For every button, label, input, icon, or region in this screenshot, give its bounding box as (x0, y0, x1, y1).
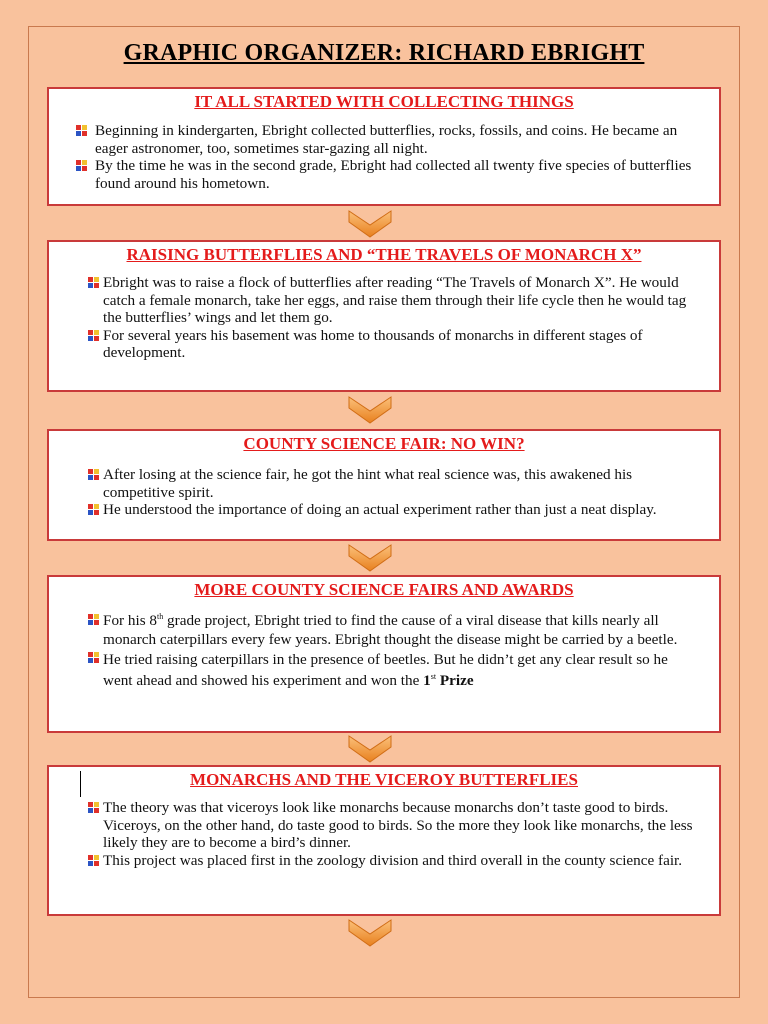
chevron-down-arrow-icon (347, 543, 393, 573)
list-item: By the time he was in the second grade, Ebright had collected all twenty five species of butterflies found around his hometown. (49, 157, 701, 192)
text-cursor (80, 771, 81, 797)
list-item: This project was placed first in the zoology division and third overall in the county science fair. (61, 852, 701, 870)
flag-bullet-icon (88, 652, 99, 663)
flag-bullet-icon (88, 802, 99, 813)
list-item: Ebright was to raise a flock of butterflies after reading “The Travels of Monarch X”. He would catch a female monarch, take her eggs, and raise them through their life cycle then he would tag the butterflies’ wings and let them go. (61, 274, 701, 327)
list-item: After losing at the science fair, he got the hint what real science was, this awakened his competitive spirit. (61, 466, 701, 501)
section-raising-butterflies (47, 240, 721, 392)
section-heading: MONARCHS AND THE VICEROY BUTTERFLIES (190, 770, 578, 789)
bullet-list (49, 611, 719, 691)
chevron-down-arrow-icon (347, 734, 393, 764)
flag-bullet-icon (88, 330, 99, 341)
flag-bullet-icon (76, 125, 87, 136)
section-more-fairs-awards (47, 575, 721, 733)
bullet-list (49, 274, 719, 362)
list-item: For his 8th grade project, Ebright tried to find the cause of a viral disease that kills nearly all monarch caterpillars every few years. Ebright thought the disease might be carried by a beetle. (61, 611, 701, 649)
bullet-list (49, 466, 719, 519)
list-item: The theory was that viceroys look like monarchs because monarchs don’t taste good to birds. Viceroys, on the other hand, do taste good to birds. So the more they look like monarchs, the less likely they are to become a bird’s dinner. (61, 799, 701, 852)
section-heading: MORE COUNTY SCIENCE FAIRS AND AWARDS (194, 580, 574, 599)
chevron-down-arrow-icon (347, 395, 393, 425)
flag-bullet-icon (88, 469, 99, 480)
section-heading: COUNTY SCIENCE FAIR: NO WIN? (243, 434, 525, 453)
list-item: For several years his basement was home to thousands of monarchs in different stages of development. (61, 327, 701, 362)
list-item: He understood the importance of doing an actual experiment rather than just a neat display. (61, 501, 701, 519)
flag-bullet-icon (88, 855, 99, 866)
bullet-list (49, 122, 719, 192)
section-monarchs-viceroy (47, 765, 721, 916)
section-heading: IT ALL STARTED WITH COLLECTING THINGS (194, 92, 574, 111)
section-county-fair-no-win (47, 429, 721, 541)
page-title: GRAPHIC ORGANIZER: RICHARD EBRIGHT (123, 40, 645, 66)
chevron-down-arrow-icon (347, 209, 393, 239)
flag-bullet-icon (88, 614, 99, 625)
list-item: He tried raising caterpillars in the presence of beetles. But he didn’t get any clear result so he went ahead and showed his experiment and won the 1st Prize (61, 649, 701, 691)
flag-bullet-icon (76, 160, 87, 171)
section-collecting (47, 87, 721, 206)
section-heading: RAISING BUTTERFLIES AND “THE TRAVELS OF MONARCH X” (126, 245, 642, 264)
chevron-down-arrow-icon (347, 918, 393, 948)
list-item: Beginning in kindergarten, Ebright collected butterflies, rocks, fossils, and coins. He became an eager astronomer, too, sometimes star-gazing all night. (49, 122, 701, 157)
bullet-list (49, 799, 719, 869)
flag-bullet-icon (88, 504, 99, 515)
flag-bullet-icon (88, 277, 99, 288)
